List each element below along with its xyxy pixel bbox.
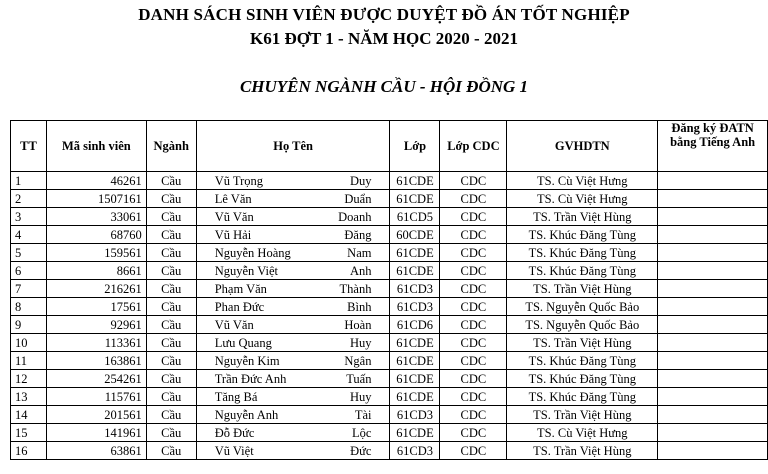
english-registration-cell — [658, 424, 768, 442]
class-cell: 61CD3 — [390, 298, 440, 316]
major-cell: Cầu — [146, 316, 196, 334]
major-cell: Cầu — [146, 388, 196, 406]
student-id-cell: 254261 — [46, 370, 146, 388]
full-name-cell — [196, 298, 390, 316]
class-cell: 61CDE — [390, 172, 440, 190]
supervisor-cell: TS. Cù Việt Hưng — [507, 190, 658, 208]
cdc-class-cell: CDC — [440, 172, 507, 190]
english-registration-cell — [658, 316, 768, 334]
surname-text: Trần Đức Anh — [214, 371, 287, 386]
given-name-text: Ngân — [344, 353, 372, 368]
row-index-cell: 4 — [11, 226, 47, 244]
table-row — [11, 352, 768, 370]
student-id-cell: 1507161 — [46, 190, 146, 208]
major-cell: Cầu — [146, 244, 196, 262]
surname-text: Đỗ Đức — [214, 425, 255, 440]
major-cell: Cầu — [146, 298, 196, 316]
supervisor-cell: TS. Khúc Đăng Tùng — [507, 370, 658, 388]
full-name-cell — [196, 406, 390, 424]
table-row — [11, 424, 768, 442]
surname-text: Nguyễn Anh — [214, 407, 279, 422]
english-registration-cell — [658, 190, 768, 208]
surname-text: Phạm Văn — [214, 281, 267, 296]
row-index-cell: 9 — [11, 316, 47, 334]
surname-text: Vũ Việt — [214, 443, 254, 458]
full-name-cell — [196, 442, 390, 460]
row-index-cell: 15 — [11, 424, 47, 442]
row-index-cell: 16 — [11, 442, 47, 460]
table-row — [11, 370, 768, 388]
cdc-class-cell: CDC — [440, 226, 507, 244]
given-name-text: Hoàn — [344, 317, 372, 332]
student-id-cell: 113361 — [46, 334, 146, 352]
english-registration-cell — [658, 370, 768, 388]
class-cell: 61CDE — [390, 388, 440, 406]
supervisor-cell: TS. Khúc Đăng Tùng — [507, 352, 658, 370]
english-registration-cell — [658, 262, 768, 280]
given-name-text: Doanh — [338, 209, 372, 224]
table-row — [11, 208, 768, 226]
cdc-class-cell: CDC — [440, 316, 507, 334]
row-index-cell: 2 — [11, 190, 47, 208]
given-name-text: Lộc — [352, 425, 372, 440]
given-name-text: Đăng — [344, 227, 372, 242]
class-cell: 61CD3 — [390, 280, 440, 298]
major-cell: Cầu — [146, 424, 196, 442]
student-id-cell: 68760 — [46, 226, 146, 244]
student-id-cell: 46261 — [46, 172, 146, 190]
column-header: TT — [11, 121, 47, 172]
student-id-cell: 115761 — [46, 388, 146, 406]
cdc-class-cell: CDC — [440, 208, 507, 226]
row-index-cell: 6 — [11, 262, 47, 280]
row-index-cell: 10 — [11, 334, 47, 352]
student-id-cell: 201561 — [46, 406, 146, 424]
supervisor-cell: TS. Khúc Đăng Tùng — [507, 244, 658, 262]
class-cell: 61CDE — [390, 424, 440, 442]
class-cell: 61CDE — [390, 334, 440, 352]
table-row — [11, 442, 768, 460]
class-cell: 61CD6 — [390, 316, 440, 334]
full-name-cell — [196, 190, 390, 208]
column-header: Lớp — [390, 121, 440, 172]
major-cell: Cầu — [146, 172, 196, 190]
given-name-text: Bình — [347, 299, 372, 314]
english-registration-cell — [658, 226, 768, 244]
row-index-cell: 14 — [11, 406, 47, 424]
full-name-cell — [196, 370, 390, 388]
cdc-class-cell: CDC — [440, 424, 507, 442]
column-header: Ngành — [146, 121, 196, 172]
surname-text: Vũ Văn — [214, 317, 254, 332]
given-name-text: Duy — [349, 173, 372, 188]
major-cell: Cầu — [146, 334, 196, 352]
supervisor-cell: TS. Cù Việt Hưng — [507, 424, 658, 442]
class-cell: 61CDE — [390, 352, 440, 370]
class-cell: 61CD5 — [390, 208, 440, 226]
major-cell: Cầu — [146, 406, 196, 424]
surname-text: Vũ Văn — [214, 209, 254, 224]
cdc-class-cell: CDC — [440, 298, 507, 316]
major-cell: Cầu — [146, 208, 196, 226]
full-name-cell — [196, 424, 390, 442]
table-row — [11, 280, 768, 298]
full-name-cell — [196, 316, 390, 334]
given-name-text: Đức — [350, 443, 372, 458]
student-id-cell: 163861 — [46, 352, 146, 370]
cdc-class-cell: CDC — [440, 262, 507, 280]
table-row — [11, 244, 768, 262]
class-cell: 61CD3 — [390, 406, 440, 424]
student-id-cell: 92961 — [46, 316, 146, 334]
full-name-cell — [196, 226, 390, 244]
english-registration-cell — [658, 208, 768, 226]
english-registration-cell — [658, 334, 768, 352]
section-title: CHUYÊN NGÀNH CẦU - HỘI ĐỒNG 1 — [239, 77, 529, 96]
table-row — [11, 388, 768, 406]
surname-text: Nguyễn Kim — [214, 353, 280, 368]
table-header-row — [11, 121, 768, 172]
supervisor-cell: TS. Nguyễn Quốc Bảo — [507, 316, 658, 334]
cdc-class-cell: CDC — [440, 280, 507, 298]
surname-text: Tăng Bá — [214, 389, 258, 404]
row-index-cell: 12 — [11, 370, 47, 388]
english-registration-cell — [658, 280, 768, 298]
table-row — [11, 172, 768, 190]
supervisor-cell: TS. Nguyễn Quốc Bảo — [507, 298, 658, 316]
row-index-cell: 11 — [11, 352, 47, 370]
column-header: Lớp CDC — [440, 121, 507, 172]
student-id-cell: 17561 — [46, 298, 146, 316]
surname-text: Vũ Hải — [214, 227, 252, 242]
english-registration-cell — [658, 442, 768, 460]
full-name-cell — [196, 352, 390, 370]
class-cell: 61CDE — [390, 244, 440, 262]
surname-text: Phan Đức — [214, 299, 265, 314]
english-registration-cell — [658, 406, 768, 424]
cdc-class-cell: CDC — [440, 442, 507, 460]
class-cell: 61CD3 — [390, 442, 440, 460]
class-cell: 60CDE — [390, 226, 440, 244]
english-registration-cell — [658, 172, 768, 190]
full-name-cell — [196, 172, 390, 190]
surname-text: Lưu Quang — [214, 335, 272, 350]
full-name-cell — [196, 208, 390, 226]
given-name-text: Thành — [339, 281, 372, 296]
supervisor-cell: TS. Khúc Đăng Tùng — [507, 226, 658, 244]
english-registration-cell — [658, 244, 768, 262]
table-row — [11, 298, 768, 316]
major-cell: Cầu — [146, 352, 196, 370]
table-row — [11, 226, 768, 244]
document-subtitle: K61 ĐỢT 1 - NĂM HỌC 2020 - 2021 — [250, 29, 518, 48]
supervisor-cell: TS. Trần Việt Hùng — [507, 334, 658, 352]
surname-text: Lê Văn — [214, 191, 252, 206]
supervisor-cell: TS. Trần Việt Hùng — [507, 406, 658, 424]
major-cell: Cầu — [146, 190, 196, 208]
supervisor-cell: TS. Trần Việt Hùng — [507, 442, 658, 460]
full-name-cell — [196, 262, 390, 280]
row-index-cell: 3 — [11, 208, 47, 226]
cdc-class-cell: CDC — [440, 370, 507, 388]
student-id-cell: 159561 — [46, 244, 146, 262]
student-table — [10, 120, 768, 460]
row-index-cell: 1 — [11, 172, 47, 190]
column-header: GVHDTN — [507, 121, 658, 172]
student-id-cell: 63861 — [46, 442, 146, 460]
supervisor-cell: TS. Khúc Đăng Tùng — [507, 388, 658, 406]
surname-text: Vũ Trọng — [214, 173, 264, 188]
column-header: Họ Tên — [196, 121, 390, 172]
student-id-cell: 33061 — [46, 208, 146, 226]
class-cell: 61CDE — [390, 190, 440, 208]
full-name-cell — [196, 244, 390, 262]
given-name-text: Anh — [349, 263, 372, 278]
major-cell: Cầu — [146, 442, 196, 460]
given-name-text: Duẩn — [344, 191, 372, 206]
row-index-cell: 5 — [11, 244, 47, 262]
full-name-cell — [196, 280, 390, 298]
table-row — [11, 190, 768, 208]
cdc-class-cell: CDC — [440, 334, 507, 352]
major-cell: Cầu — [146, 370, 196, 388]
student-id-cell: 216261 — [46, 280, 146, 298]
given-name-text: Huy — [349, 389, 372, 404]
full-name-cell — [196, 334, 390, 352]
table-body — [11, 172, 768, 460]
student-id-cell: 8661 — [46, 262, 146, 280]
major-cell: Cầu — [146, 226, 196, 244]
english-registration-cell — [658, 388, 768, 406]
document-title: DANH SÁCH SINH VIÊN ĐƯỢC DUYỆT ĐỒ ÁN TỐT NGHIỆP — [138, 5, 630, 24]
column-header: Đăng ký ĐATN bằng Tiếng Anh — [658, 121, 768, 172]
student-id-cell: 141961 — [46, 424, 146, 442]
table-row — [11, 262, 768, 280]
given-name-text: Tuấn — [346, 371, 372, 386]
class-cell: 61CDE — [390, 370, 440, 388]
english-registration-cell — [658, 298, 768, 316]
given-name-text: Tài — [354, 407, 372, 422]
full-name-cell — [196, 388, 390, 406]
surname-text: Nguyễn Hoàng — [214, 245, 291, 260]
table-row — [11, 406, 768, 424]
english-registration-cell — [658, 352, 768, 370]
cdc-class-cell: CDC — [440, 244, 507, 262]
major-cell: Cầu — [146, 262, 196, 280]
supervisor-cell: TS. Trần Việt Hùng — [507, 280, 658, 298]
table-row — [11, 316, 768, 334]
major-cell: Cầu — [146, 280, 196, 298]
given-name-text: Nam — [347, 245, 372, 260]
supervisor-cell: TS. Cù Việt Hưng — [507, 172, 658, 190]
given-name-text: Huy — [349, 335, 372, 350]
row-index-cell: 7 — [11, 280, 47, 298]
cdc-class-cell: CDC — [440, 190, 507, 208]
column-header: Mã sinh viên — [46, 121, 146, 172]
cdc-class-cell: CDC — [440, 388, 507, 406]
surname-text: Nguyễn Việt — [214, 263, 278, 278]
table-row — [11, 334, 768, 352]
row-index-cell: 8 — [11, 298, 47, 316]
cdc-class-cell: CDC — [440, 406, 507, 424]
row-index-cell: 13 — [11, 388, 47, 406]
cdc-class-cell: CDC — [440, 352, 507, 370]
supervisor-cell: TS. Trần Việt Hùng — [507, 208, 658, 226]
class-cell: 61CDE — [390, 262, 440, 280]
supervisor-cell: TS. Khúc Đăng Tùng — [507, 262, 658, 280]
